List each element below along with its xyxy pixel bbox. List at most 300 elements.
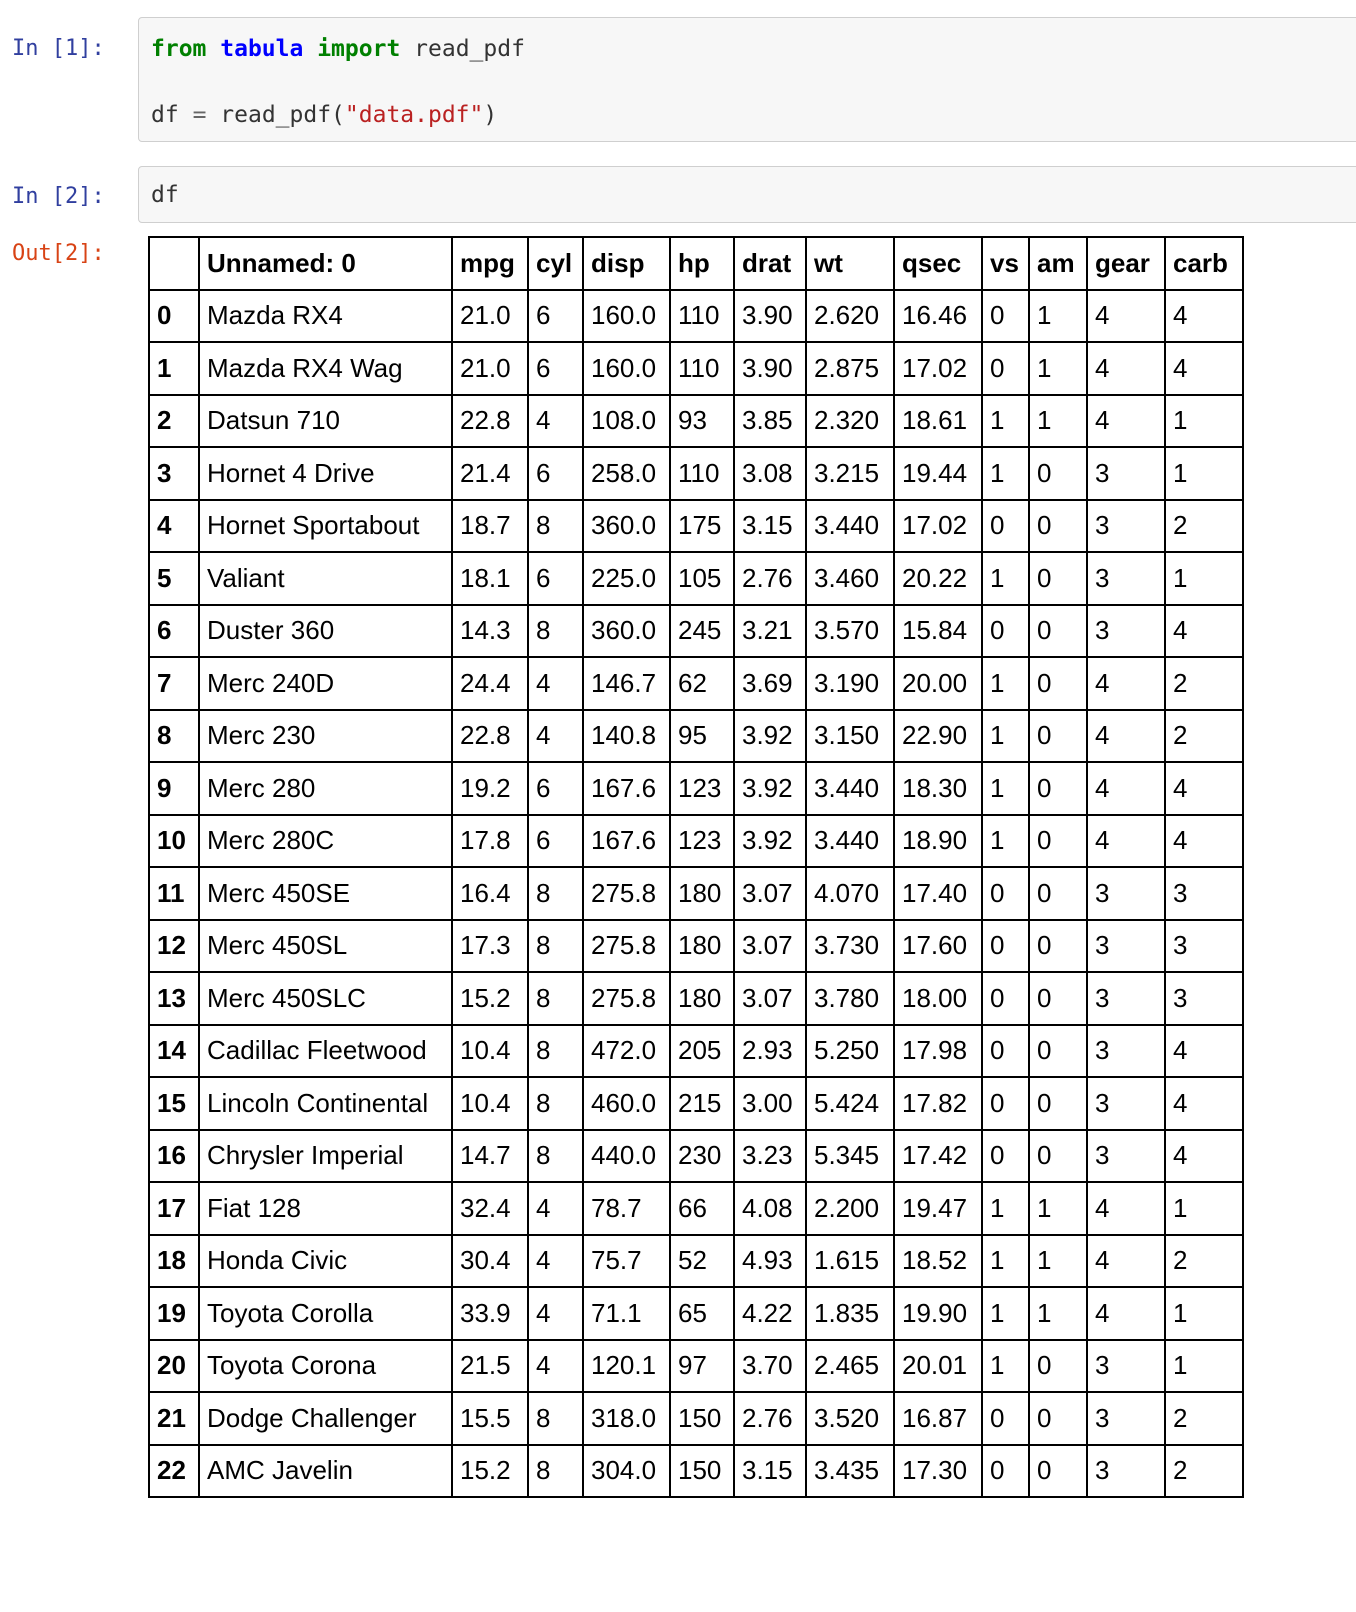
code-editor[interactable] [138,17,1356,142]
table-cell: 4 [528,1340,583,1393]
table-cell: 0 [1029,1340,1087,1393]
table-cell: 21.0 [452,342,528,395]
table-cell: Valiant [199,552,452,605]
table-cell: 8 [528,972,583,1025]
table-row [149,1130,1243,1183]
table-cell: 32.4 [452,1182,528,1235]
table-row [149,290,1243,343]
table-cell: 2.320 [806,395,894,448]
table-cell: 4 [528,1287,583,1340]
table-cell: Merc 240D [199,657,452,710]
table-cell: 24.4 [452,657,528,710]
table-cell: 1 [1165,447,1243,500]
table-cell: 3 [1165,972,1243,1025]
table-cell: 0 [1029,1130,1087,1183]
row-index: 7 [149,657,199,710]
table-cell: Duster 360 [199,605,452,658]
table-cell: Hornet Sportabout [199,500,452,553]
table-cell: 2 [1165,657,1243,710]
table-cell: 3.190 [806,657,894,710]
table-cell: 93 [670,395,734,448]
table-cell: 1 [1165,395,1243,448]
table-cell: 4.22 [734,1287,806,1340]
table-cell: 71.1 [583,1287,670,1340]
table-cell: 3.92 [734,815,806,868]
table-cell: 4 [1165,1025,1243,1078]
row-index: 2 [149,395,199,448]
table-cell: 258.0 [583,447,670,500]
table-cell: 20.01 [894,1340,982,1393]
table-row [149,552,1243,605]
table-cell: 3.215 [806,447,894,500]
table-cell: 1 [982,1340,1029,1393]
table-cell: 22.8 [452,710,528,763]
table-cell: 0 [982,867,1029,920]
table-cell: 3.520 [806,1392,894,1445]
table-cell: 17.02 [894,500,982,553]
table-cell: 0 [1029,1025,1087,1078]
table-cell: 180 [670,920,734,973]
table-cell: 21.4 [452,447,528,500]
table-cell: 3 [1087,1025,1165,1078]
table-cell: 0 [1029,815,1087,868]
table-cell: 180 [670,972,734,1025]
column-header: wt [806,237,894,290]
table-cell: 150 [670,1392,734,1445]
table-cell: Merc 450SLC [199,972,452,1025]
table-cell: 22.8 [452,395,528,448]
function-call: read_pdf( [220,102,345,128]
table-cell: 3.07 [734,920,806,973]
table-cell: 30.4 [452,1235,528,1288]
table-cell: 460.0 [583,1077,670,1130]
table-cell: Cadillac Fleetwood [199,1025,452,1078]
table-cell: 1 [1165,1340,1243,1393]
table-cell: 8 [528,1130,583,1183]
table-cell: 3 [1087,500,1165,553]
table-cell: 3.730 [806,920,894,973]
table-cell: 0 [982,1130,1029,1183]
table-row [149,395,1243,448]
table-cell: 0 [1029,920,1087,973]
table-cell: Merc 230 [199,710,452,763]
table-cell: 0 [1029,447,1087,500]
table-cell: Hornet 4 Drive [199,447,452,500]
table-row [149,447,1243,500]
table-cell: 15.2 [452,1445,528,1498]
table-cell: 1 [1165,1287,1243,1340]
table-cell: 1 [1029,290,1087,343]
table-cell: 1 [982,815,1029,868]
table-cell: 2.620 [806,290,894,343]
table-cell: 3.92 [734,710,806,763]
table-cell: 1 [982,762,1029,815]
table-cell: 3.15 [734,1445,806,1498]
table-cell: 230 [670,1130,734,1183]
table-cell: 1 [1029,1287,1087,1340]
table-cell: 2.875 [806,342,894,395]
table-cell: Dodge Challenger [199,1392,452,1445]
table-cell: 3 [1087,1392,1165,1445]
table-cell: 3.570 [806,605,894,658]
table-cell: 3.07 [734,867,806,920]
table-cell: 167.6 [583,815,670,868]
table-body [149,290,1243,1498]
table-cell: 3.23 [734,1130,806,1183]
table-cell: 1 [982,552,1029,605]
table-cell: 4 [1087,815,1165,868]
table-cell: 8 [528,1077,583,1130]
table-cell: 21.5 [452,1340,528,1393]
table-cell: 2.200 [806,1182,894,1235]
table-cell: 1 [982,1182,1029,1235]
import-name: read_pdf [414,36,525,62]
table-cell: 3.70 [734,1340,806,1393]
table-cell: Chrysler Imperial [199,1130,452,1183]
table-cell: 0 [1029,1392,1087,1445]
table-cell: 62 [670,657,734,710]
column-header: disp [583,237,670,290]
table-cell: 4 [1087,710,1165,763]
table-row [149,710,1243,763]
row-index: 12 [149,920,199,973]
input-prompt: In [1]: [12,36,105,61]
table-cell: 10.4 [452,1025,528,1078]
table-cell: Lincoln Continental [199,1077,452,1130]
table-row [149,1235,1243,1288]
table-cell: 19.44 [894,447,982,500]
table-cell: 0 [982,500,1029,553]
table-cell: 3.90 [734,342,806,395]
table-cell: 15.2 [452,972,528,1025]
table-cell: 1 [982,1287,1029,1340]
table-cell: 1 [1029,342,1087,395]
table-cell: 52 [670,1235,734,1288]
table-cell: Merc 280C [199,815,452,868]
table-cell: 1 [982,395,1029,448]
table-cell: 1 [1029,1235,1087,1288]
row-index: 8 [149,710,199,763]
row-index: 0 [149,290,199,343]
column-header: hp [670,237,734,290]
column-header: drat [734,237,806,290]
table-cell: 1 [982,657,1029,710]
table-cell: 6 [528,342,583,395]
table-cell: 105 [670,552,734,605]
table-cell: 17.42 [894,1130,982,1183]
table-cell: 8 [528,605,583,658]
table-cell: 205 [670,1025,734,1078]
table-cell: 4 [1087,342,1165,395]
table-cell: 3.69 [734,657,806,710]
table-cell: 0 [1029,552,1087,605]
table-cell: 440.0 [583,1130,670,1183]
row-index: 9 [149,762,199,815]
table-cell: 8 [528,1445,583,1498]
column-header: qsec [894,237,982,290]
table-cell: 1 [982,447,1029,500]
table-cell: 33.9 [452,1287,528,1340]
table-cell: 3 [1087,867,1165,920]
table-cell: 6 [528,552,583,605]
table-cell: 2.76 [734,552,806,605]
table-cell: 18.7 [452,500,528,553]
table-cell: 472.0 [583,1025,670,1078]
table-cell: 2 [1165,1392,1243,1445]
table-cell: 18.30 [894,762,982,815]
table-cell: 3.92 [734,762,806,815]
table-cell: 4 [528,395,583,448]
table-cell: 245 [670,605,734,658]
table-cell: 110 [670,447,734,500]
table-header-row [149,237,1243,290]
table-cell: 123 [670,815,734,868]
table-cell: 304.0 [583,1445,670,1498]
table-cell: 3 [1087,1077,1165,1130]
table-cell: 14.7 [452,1130,528,1183]
table-cell: 1 [1029,395,1087,448]
table-row [149,605,1243,658]
table-cell: 16.46 [894,290,982,343]
table-cell: 75.7 [583,1235,670,1288]
table-cell: 0 [982,972,1029,1025]
row-index: 10 [149,815,199,868]
column-header: cyl [528,237,583,290]
table-cell: Honda Civic [199,1235,452,1288]
code-line-1: df [151,182,179,208]
table-cell: 8 [528,1025,583,1078]
table-cell: 2.93 [734,1025,806,1078]
table-cell: 1.615 [806,1235,894,1288]
column-header [149,237,199,290]
table-cell: 20.00 [894,657,982,710]
row-index: 22 [149,1445,199,1498]
table-cell: 18.1 [452,552,528,605]
table-cell: 10.4 [452,1077,528,1130]
table-cell: 8 [528,500,583,553]
table-cell: 150 [670,1445,734,1498]
table-cell: 0 [1029,762,1087,815]
table-cell: Mazda RX4 Wag [199,342,452,395]
table-cell: 0 [1029,710,1087,763]
table-cell: 110 [670,290,734,343]
table-cell: Merc 450SL [199,920,452,973]
table-cell: 175 [670,500,734,553]
table-cell: 78.7 [583,1182,670,1235]
table-cell: 360.0 [583,500,670,553]
table-cell: 17.8 [452,815,528,868]
table-row [149,920,1243,973]
table-cell: 225.0 [583,552,670,605]
row-index: 6 [149,605,199,658]
table-cell: 0 [982,342,1029,395]
table-cell: 8 [528,920,583,973]
row-index: 11 [149,867,199,920]
table-cell: 4 [1087,1287,1165,1340]
table-cell: 0 [982,605,1029,658]
table-cell: 4 [528,710,583,763]
table-cell: 66 [670,1182,734,1235]
table-cell: 1 [1029,1182,1087,1235]
table-cell: 215 [670,1077,734,1130]
table-cell: 8 [528,867,583,920]
column-header: Unnamed: 0 [199,237,452,290]
table-cell: Toyota Corona [199,1340,452,1393]
table-cell: 3.435 [806,1445,894,1498]
table-cell: 17.3 [452,920,528,973]
table-cell: 120.1 [583,1340,670,1393]
table-cell: 97 [670,1340,734,1393]
code-line-1 [151,36,525,62]
row-index: 15 [149,1077,199,1130]
table-cell: 4 [1165,815,1243,868]
table-cell: 4 [1165,762,1243,815]
table-cell: 3.07 [734,972,806,1025]
table-cell: 16.87 [894,1392,982,1445]
table-row [149,815,1243,868]
table-cell: Datsun 710 [199,395,452,448]
table-row [149,1445,1243,1498]
table-cell: 17.02 [894,342,982,395]
table-cell: 0 [1029,972,1087,1025]
table-cell: 20.22 [894,552,982,605]
table-cell: 15.84 [894,605,982,658]
table-cell: 3.21 [734,605,806,658]
table-cell: 3 [1087,1445,1165,1498]
table-cell: 6 [528,290,583,343]
table-cell: 160.0 [583,290,670,343]
table-cell: 0 [982,1445,1029,1498]
table-cell: 0 [982,1077,1029,1130]
table-cell: 3.15 [734,500,806,553]
table-cell: 167.6 [583,762,670,815]
table-cell: 2 [1165,710,1243,763]
table-cell: 275.8 [583,972,670,1025]
row-index: 5 [149,552,199,605]
table-cell: 18.52 [894,1235,982,1288]
table-cell: 2.76 [734,1392,806,1445]
column-header: vs [982,237,1029,290]
table-cell: 146.7 [583,657,670,710]
table-cell: 3.85 [734,395,806,448]
table-cell: 5.345 [806,1130,894,1183]
table-row [149,342,1243,395]
table-cell: Merc 280 [199,762,452,815]
code-editor[interactable] [138,166,1356,223]
output-prompt: Out[2]: [12,241,105,266]
table-cell: 3 [1087,972,1165,1025]
row-index: 3 [149,447,199,500]
table-cell: 95 [670,710,734,763]
table-cell: 1 [1165,552,1243,605]
keyword-import: import [317,36,401,62]
table-cell: 1 [1165,1182,1243,1235]
table-cell: 6 [528,762,583,815]
table-cell: 18.90 [894,815,982,868]
row-index: 19 [149,1287,199,1340]
table-cell: 8 [528,1392,583,1445]
column-header: carb [1165,237,1243,290]
table-cell: Toyota Corolla [199,1287,452,1340]
table-cell: 17.40 [894,867,982,920]
table-cell: 0 [982,290,1029,343]
table-cell: 108.0 [583,395,670,448]
row-index: 21 [149,1392,199,1445]
table-cell: 0 [1029,1445,1087,1498]
table-cell: 4.08 [734,1182,806,1235]
row-index: 17 [149,1182,199,1235]
table-row [149,1340,1243,1393]
table-cell: 180 [670,867,734,920]
table-cell: 15.5 [452,1392,528,1445]
table-row [149,762,1243,815]
table-cell: 6 [528,815,583,868]
table-row [149,1392,1243,1445]
table-cell: 2.465 [806,1340,894,1393]
table-cell: 4 [1087,395,1165,448]
table-cell: 14.3 [452,605,528,658]
close-paren: ) [483,102,498,128]
table-cell: 3 [1087,920,1165,973]
table-cell: 4 [1087,1235,1165,1288]
table-cell: 4 [1087,657,1165,710]
table-cell: Mazda RX4 [199,290,452,343]
assign-operator: = [192,102,207,128]
table-cell: 5.424 [806,1077,894,1130]
table-cell: 2 [1165,500,1243,553]
row-index: 1 [149,342,199,395]
table-cell: 3 [1087,605,1165,658]
table-row [149,972,1243,1025]
table-cell: 4 [1165,1077,1243,1130]
column-header: gear [1087,237,1165,290]
column-header: mpg [452,237,528,290]
dataframe-table [148,236,1244,1498]
table-cell: 160.0 [583,342,670,395]
table-cell: 1 [982,1235,1029,1288]
table-cell: 22.90 [894,710,982,763]
row-index: 20 [149,1340,199,1393]
table-row [149,1025,1243,1078]
table-cell: 0 [1029,500,1087,553]
table-cell: 3.440 [806,500,894,553]
table-cell: 0 [982,1392,1029,1445]
table-cell: 6 [528,447,583,500]
table-cell: 0 [982,1025,1029,1078]
table-cell: 0 [1029,1077,1087,1130]
table-cell: 3.440 [806,762,894,815]
table-row [149,1077,1243,1130]
table-cell: 5.250 [806,1025,894,1078]
table-cell: 4 [1165,605,1243,658]
row-index: 14 [149,1025,199,1078]
table-cell: 18.00 [894,972,982,1025]
table-cell: 4 [1165,290,1243,343]
table-cell: 21.0 [452,290,528,343]
table-cell: 0 [1029,867,1087,920]
table-cell: 1 [982,710,1029,763]
table-cell: 2 [1165,1445,1243,1498]
row-index: 4 [149,500,199,553]
variable-df: df [151,102,179,128]
table-cell: 3.780 [806,972,894,1025]
table-cell: 0 [1029,657,1087,710]
table-cell: 318.0 [583,1392,670,1445]
column-header: am [1029,237,1087,290]
table-cell: 18.61 [894,395,982,448]
table-cell: 4 [1087,762,1165,815]
table-cell: 17.30 [894,1445,982,1498]
